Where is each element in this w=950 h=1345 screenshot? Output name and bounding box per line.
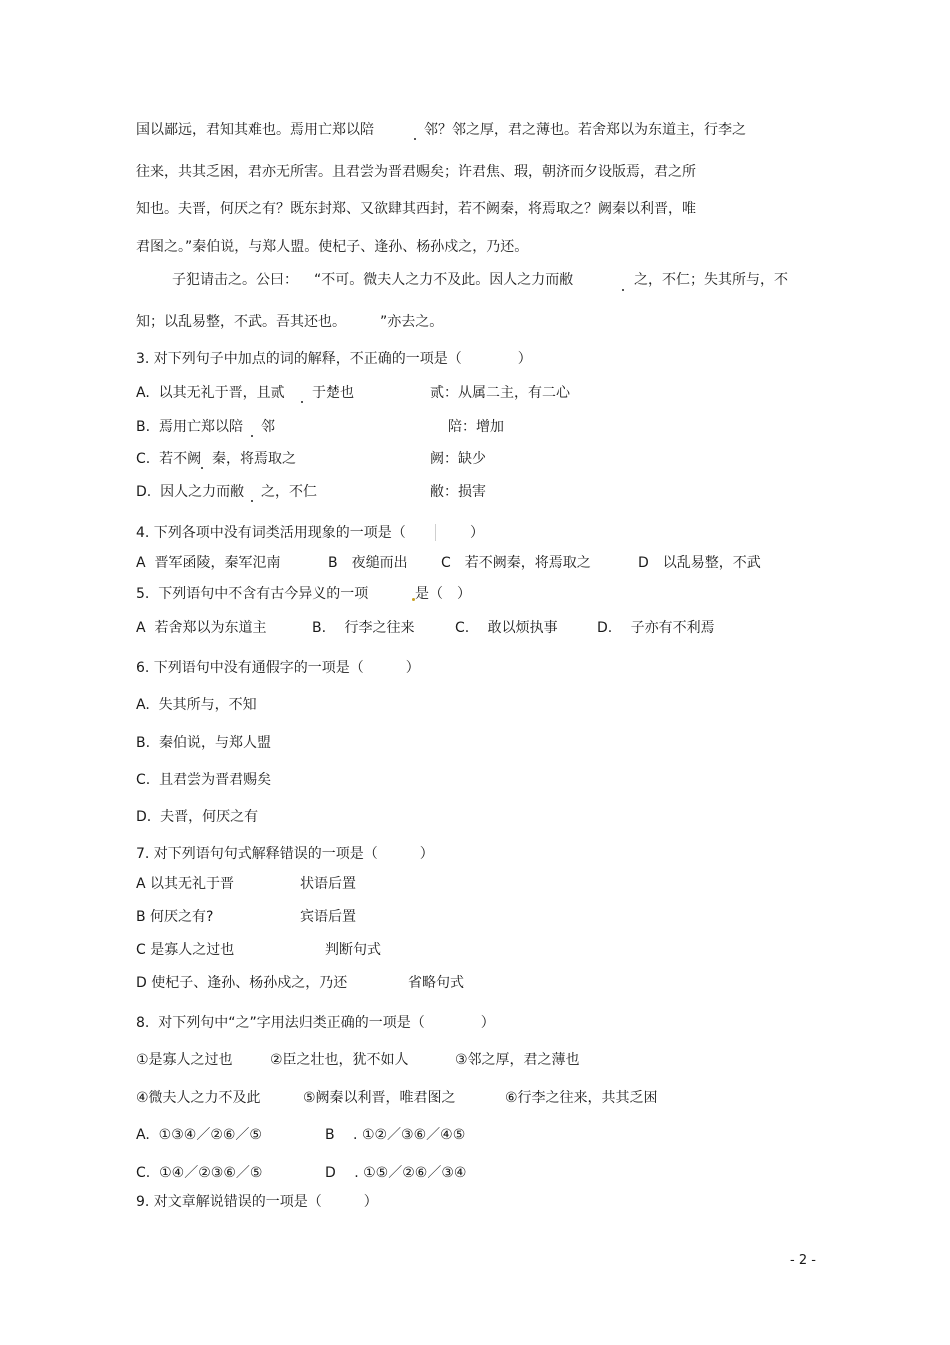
q8-option-a: A. ①③④／②⑥／⑤ <box>136 1127 262 1143</box>
q3-option-d-rest: 之，不仁 <box>261 484 317 500</box>
q8-item-2: ②臣之壮也，犹不如人 <box>270 1052 409 1068</box>
question-7-stem: 7. 对下列语句句式解释错误的一项是（ ） <box>136 846 434 862</box>
q7-option-b-explanation: 宾语后置 <box>300 909 356 925</box>
question-5-stem-end: 是（ ） <box>415 586 471 602</box>
q4-option-b: B 夜缒而出 <box>328 555 408 571</box>
q3-option-b-explanation: 陪：增加 <box>448 419 504 435</box>
q3-option-b: B. 焉用亡郑以陪 <box>136 419 243 435</box>
q7-option-d-explanation: 省略句式 <box>408 975 464 991</box>
emphasis-dot <box>251 500 253 502</box>
emphasis-dot <box>301 401 303 403</box>
passage-line-2: 往来，共其乏困，君亦无所害。且君尝为晋君赐矣；许君焦、瑕，朝济而夕设版焉，君之所 <box>136 164 696 180</box>
q8-item-5: ⑤阙秦以利晋，唯君图之 <box>303 1090 456 1106</box>
question-3-stem: 3. 对下列句子中加点的词的解释，不正确的一项是（ ） <box>136 351 532 367</box>
q7-option-c: C 是寡人之过也 <box>136 942 235 958</box>
q3-option-b-rest: 邻 <box>261 419 275 435</box>
q3-option-a: A. 以其无礼于晋，且贰 <box>136 385 285 401</box>
q4-option-d: D 以乱易整，不武 <box>638 555 761 571</box>
q8-item-6: ⑥行李之往来，共其乏困 <box>505 1090 658 1106</box>
q8-option-c: C. ①④／②③⑥／⑤ <box>136 1165 263 1181</box>
q8-item-4: ④微夫人之力不及此 <box>136 1090 261 1106</box>
q6-option-a: A. 失其所与，不知 <box>136 697 257 713</box>
q3-option-c-explanation: 阙：缺少 <box>430 451 486 467</box>
q6-option-d: D. 夫晋，何厌之有 <box>136 809 259 825</box>
emphasis-dot <box>251 435 253 437</box>
q7-option-a: A 以其无礼于晋 <box>136 876 235 892</box>
passage-line-1b: 邻？邻之厚，君之薄也。若舍郑以为东道主，行李之 <box>424 122 746 138</box>
q8-option-d: D . ①⑤／②⑥／③④ <box>325 1165 467 1181</box>
passage-line-6b: ”亦去之。 <box>380 314 444 330</box>
passage-line-6a: 知；以乱易整，不武。吾其还也。 <box>136 314 346 330</box>
passage-line-5b: “不可。微夫人之力不及此。因人之力而敝 <box>314 272 574 288</box>
q3-option-a-explanation: 贰：从属二主，有二心 <box>430 385 570 401</box>
q3-option-d: D. 因人之力而敝 <box>136 484 245 500</box>
passage-line-4: 君图之。”秦伯说，与郑人盟。使杞子、逢孙、杨孙戍之，乃还。 <box>136 239 529 255</box>
q5-option-b: B. 行李之往来 <box>312 620 415 636</box>
q5-option-c: C. 敢以烦执事 <box>455 620 558 636</box>
question-8-stem: 8. 对下列句中“之”字用法归类正确的一项是（ ） <box>136 1015 495 1031</box>
passage-line-3: 知也。夫晋，何厌之有？既东封郑、又欲肆其西封，若不阙秦，将焉取之？阙秦以利晋，唯 <box>136 201 696 217</box>
q7-option-a-explanation: 状语后置 <box>300 876 356 892</box>
question-5-stem: 5. 下列语句中不含有古今异义的一项 <box>136 586 369 602</box>
q6-option-b: B. 秦伯说，与郑人盟 <box>136 735 271 751</box>
text-cursor-mark <box>435 524 436 541</box>
emphasis-dot <box>414 138 416 140</box>
emphasis-dot <box>622 289 624 291</box>
q8-item-1: ①是寡人之过也 <box>136 1052 233 1068</box>
q4-option-c: C 若不阙秦，将焉取之 <box>441 555 591 571</box>
question-4-stem-close: ） <box>470 525 484 541</box>
q7-option-c-explanation: 判断句式 <box>325 942 381 958</box>
q6-option-c: C. 且君尝为晋君赐矣 <box>136 772 272 788</box>
question-9-stem: 9. 对文章解说错误的一项是（ ） <box>136 1194 378 1210</box>
q5-option-a: A 若舍郑以为东道主 <box>136 620 267 636</box>
q3-option-c: C. 若不阙 <box>136 451 202 467</box>
emphasis-dot <box>201 467 203 469</box>
q8-option-b: B . ①②／③⑥／④⑤ <box>325 1127 466 1143</box>
passage-line-5a: 子犯请击之。公曰： <box>172 272 298 288</box>
q5-option-d: D. 子亦有不利焉 <box>597 620 715 636</box>
passage-line-1a: 国以鄙远，君知其难也。焉用亡郑以陪 <box>136 122 374 138</box>
page-number: - 2 - <box>790 1253 816 1268</box>
question-4-stem: 4. 下列各项中没有词类活用现象的一项是（ <box>136 525 406 541</box>
q3-option-a-rest: 于楚也 <box>312 385 354 401</box>
q7-option-b: B 何厌之有? <box>136 909 214 925</box>
question-6-stem: 6. 下列语句中没有通假字的一项是（ ） <box>136 660 420 676</box>
q3-option-d-explanation: 敝：损害 <box>430 484 486 500</box>
passage-line-5c: 之，不仁；失其所与，不 <box>634 272 788 288</box>
q4-option-a: A 晋军函陵，秦军氾南 <box>136 555 281 571</box>
q3-option-c-rest: 秦，将焉取之 <box>212 451 296 467</box>
q8-item-3: ③邻之厚，君之薄也 <box>455 1052 580 1068</box>
q7-option-d: D 使杞子、逢孙、杨孙戍之，乃还 <box>136 975 348 991</box>
